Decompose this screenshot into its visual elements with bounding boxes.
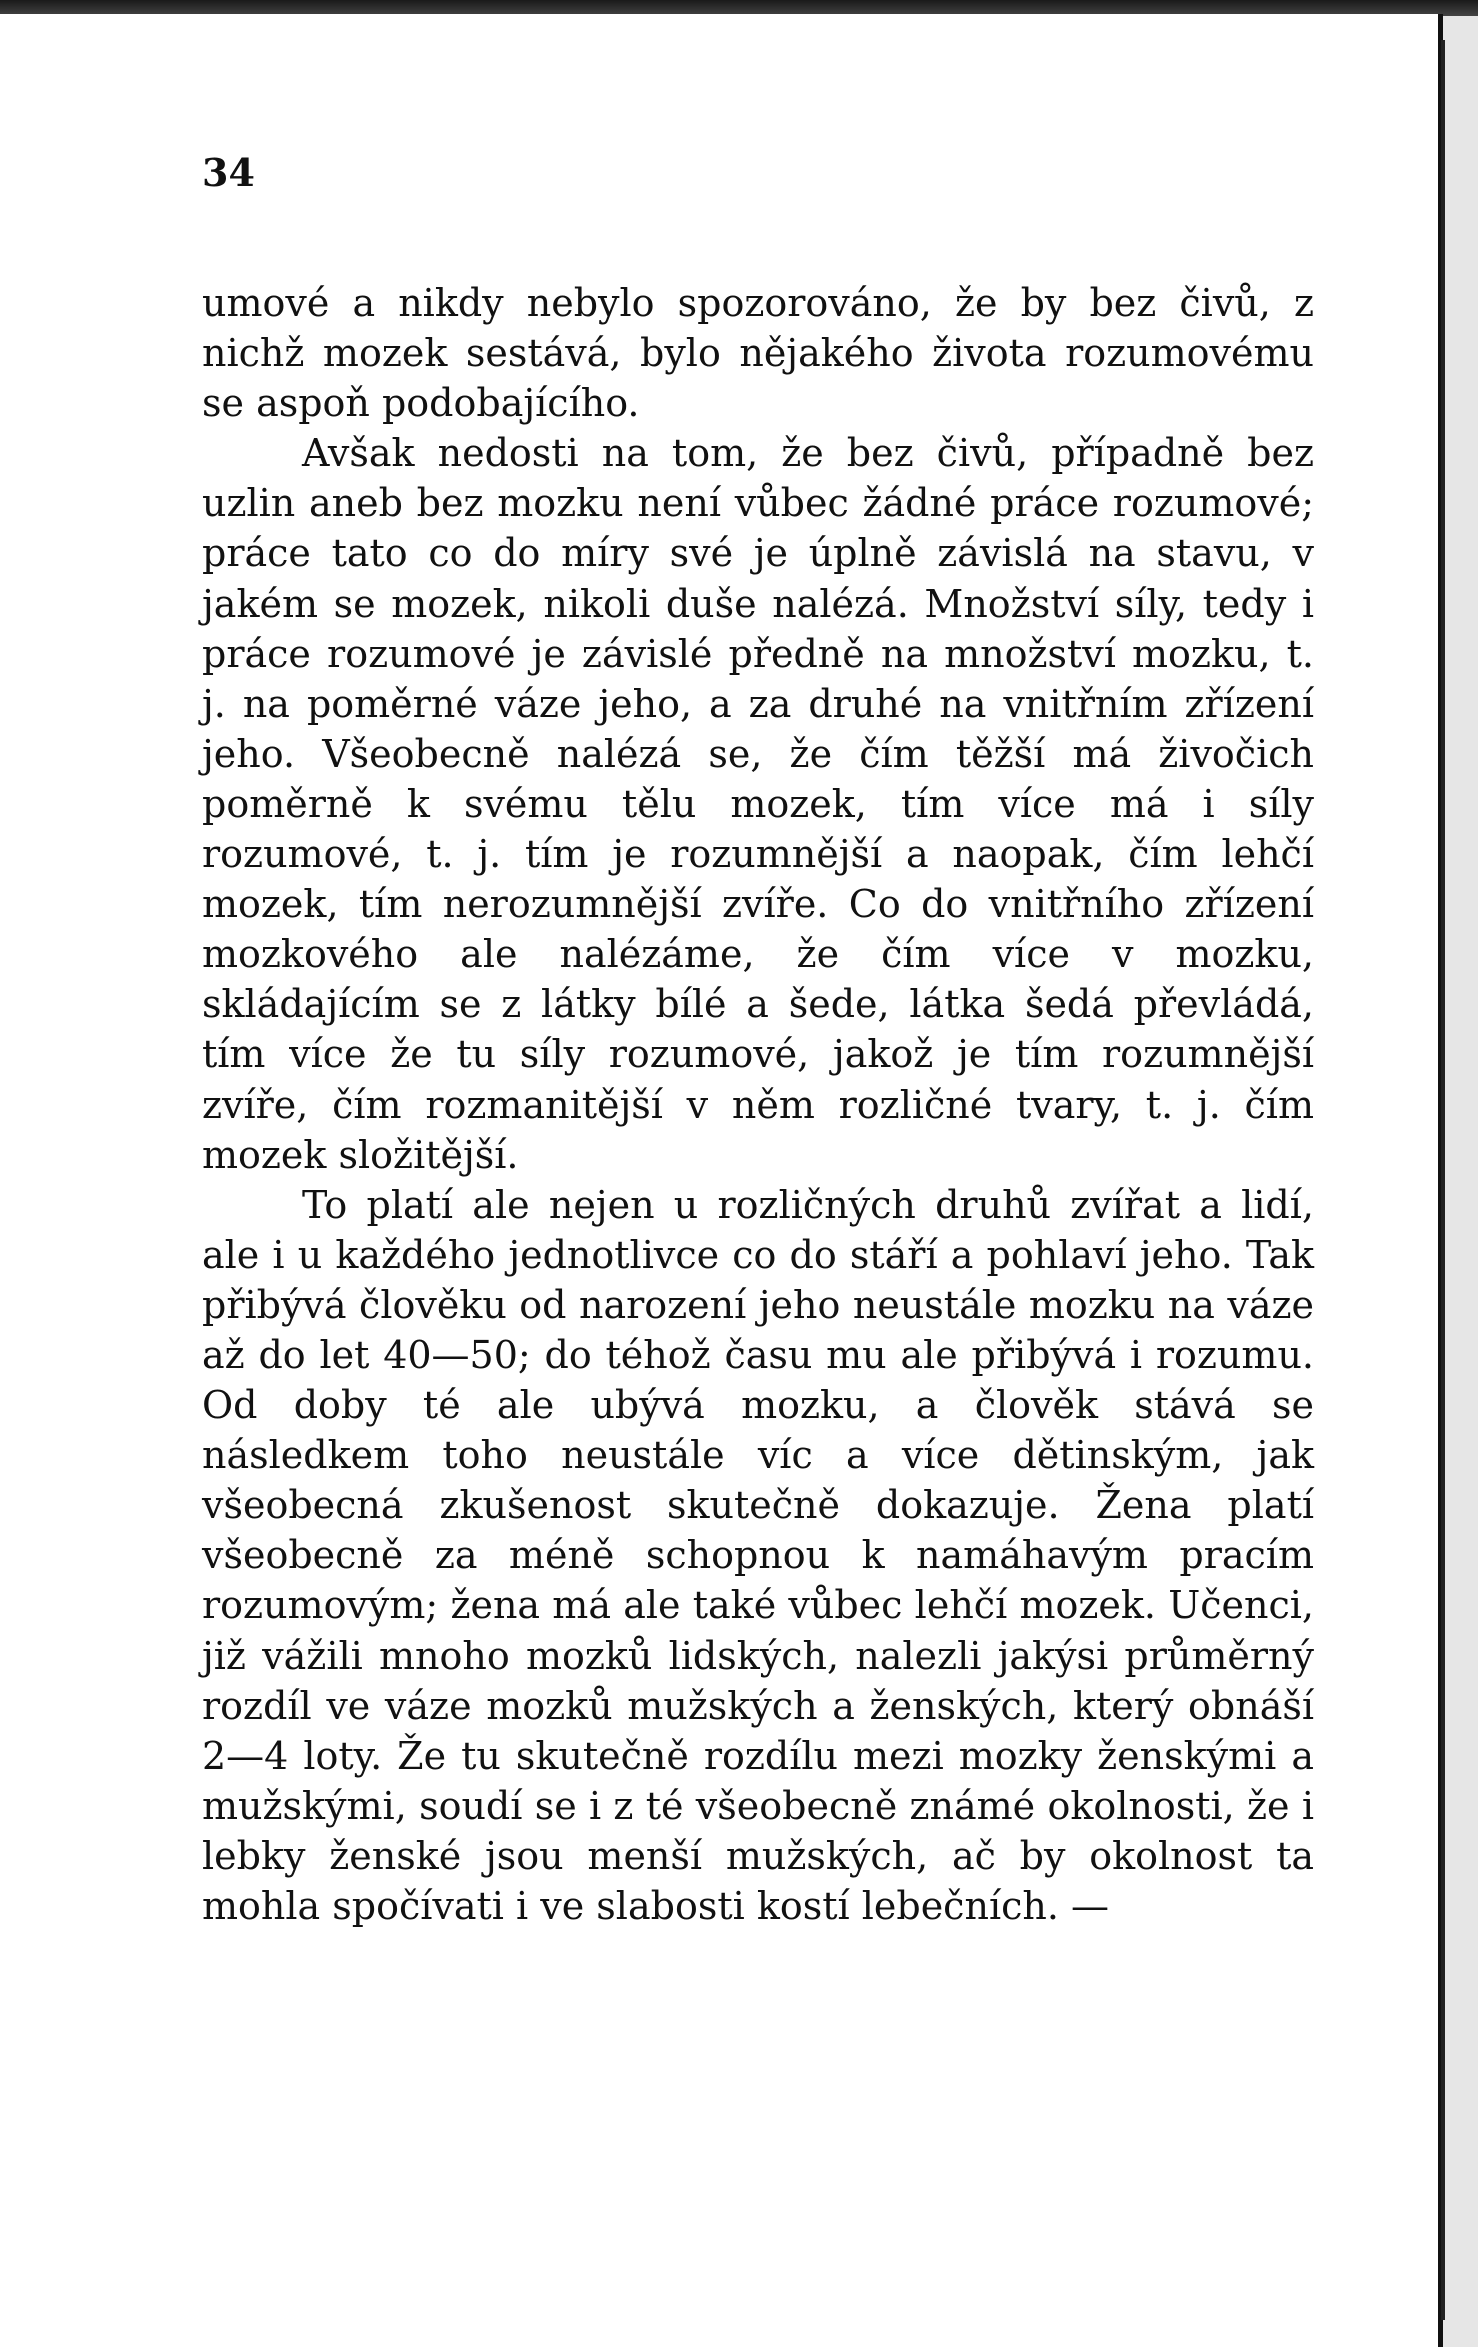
paragraph-continuation: umové a nikdy nebylo spozorováno, že by bez čivů, z nichž mozek sestává, bylo nějakého života rozumovému se aspoň podobajícího. <box>202 281 1314 426</box>
paragraph: To platí ale nejen u rozličných druhů zvířat a lidí, ale i u každého jednotlivce co do stáří a pohlaví jeho. Tak přibývá člověku od narození jeho neustále mozku na váze až do let 40—50; do téhož času mu ale přibývá i rozumu. Od doby té ale ubývá mozku, a člověk stává se následkem toho neustále víc a více dětinským, jak všeobecná zkušenost skutečně dokazuje. Žena platí všeobecně za méně schopnou k namáhavým pracím rozumovým; žena má ale také vůbec lehčí mozek. Učenci, již vážili mnoho mozků lidských, nalezli jakýsi průměrný rozdíl ve váze mozků mužských a ženských, který obnáší 2—4 loty. Že tu skutečně rozdílu mezi mozky ženskými a mužskými, soudí se i z té všeobecně známé okolnosti, že i lebky ženské jsou menší mužských, ač by okolnost ta mohla spočívati i ve slabosti kostí lebečních. — <box>202 1182 1314 1928</box>
paragraph: Avšak nedosti na tom, že bez čivů, případně bez uzlin aneb bez mozku není vůbec žádné práce rozumové; práce tato co do míry své je úplně závislá na stavu, v jakém se mozek, nikoli duše nalézá. Množství síly, tedy i práce rozumové je závislé předně na množství mozku, t. j. na poměrné váze jeho, a za druhé na vnitřním zřízení jeho. Všeobecně nalézá se, že čím těžší má živočich poměrně k svému tělu mozek, tím více má i síly rozumové, t. j. tím je rozumnější a naopak, čím lehčí mozek, tím nerozumnější zvíře. Co do vnitřního zřízení mozkového ale nalézáme, že čím více v mozku, skládajícím se z látky bílé a šede, látka šedá převládá, tím více že tu síly rozumové, jakož je tím rozumnější zvíře, čím rozmanitější v něm rozličné tvary, t. j. čím mozek složitější. <box>202 431 1314 1177</box>
body-text <box>202 278 1314 1931</box>
page-edge-rule <box>1441 40 1445 2320</box>
page-number: 34 <box>202 150 255 195</box>
